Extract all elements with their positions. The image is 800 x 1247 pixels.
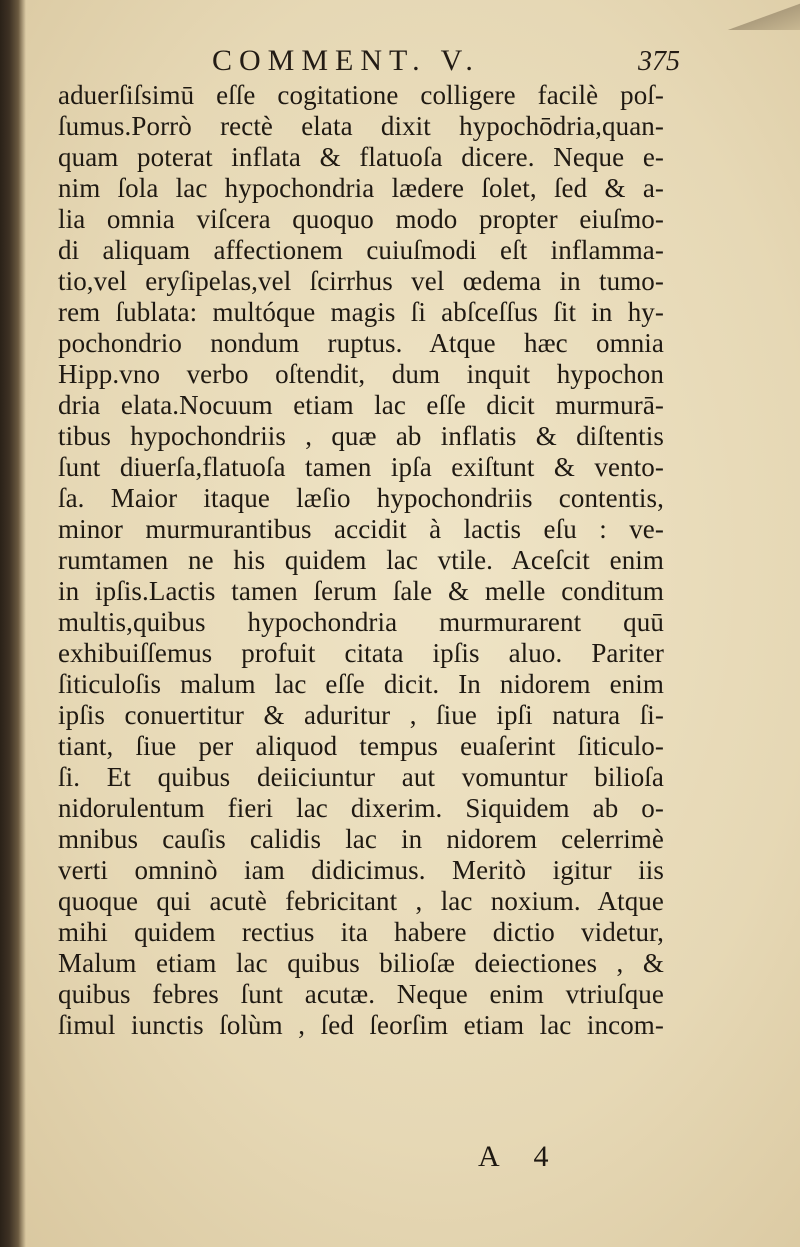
text-line: rumtamen ne his quidem lac vtile. Aceſcit enim: [58, 545, 664, 575]
text-line: ſimul iunctis ſolùm , ſed ſeorſim etiam lac incom-: [58, 1010, 664, 1040]
text-line: tiant, ſiue per aliquod tempus euaſerint ſiticulo-: [58, 731, 664, 761]
text-line: quoque qui acutè febricitant , lac noxium. Atque: [58, 886, 664, 916]
text-line: in ipſis.Lactis tamen ſerum ſale & melle conditum: [58, 576, 664, 606]
text-line: ſa. Maior itaque læſio hypochondriis contentis,: [58, 483, 664, 513]
text-line: nidorulentum fieri lac dixerim. Siquidem ab o-: [58, 793, 664, 823]
text-line: ſi. Et quibus deiiciuntur aut vomuntur bilioſa: [58, 762, 664, 792]
text-line: ſunt diuerſa,flatuoſa tamen ipſa exiſtunt & vento-: [58, 452, 664, 482]
text-line: mihi quidem rectius ita habere dictio videtur,: [58, 917, 664, 947]
text-line: ſiticuloſis malum lac eſſe dicit. In nidorem enim: [58, 669, 664, 699]
text-line: quam poterat inflata & flatuoſa dicere. Neque e-: [58, 142, 664, 172]
page-corner: [720, 0, 800, 30]
text-line: mnibus cauſis calidis lac in nidorem celerrimè: [58, 824, 664, 854]
text-line: di aliquam affectionem cuiuſmodi eſt inflamma-: [58, 235, 664, 265]
text-line: aduerſiſsimū eſſe cogitatione colligere facilè poſ-: [58, 80, 664, 110]
running-head: COMMENT. V.: [212, 44, 480, 77]
text-line: dria elata.Nocuum etiam lac eſſe dicit murmurā-: [58, 390, 664, 420]
text-line: lia omnia viſcera quoquo modo propter eiuſmo-: [58, 204, 664, 234]
signature-mark: A 4: [478, 1140, 563, 1173]
text-line: multis,quibus hypochondria murmurarent quū: [58, 607, 664, 637]
text-line: verti omninò iam didicimus. Meritò igitur iis: [58, 855, 664, 885]
page-number: 375: [638, 46, 680, 77]
text-line: quibus febres ſunt acutæ. Neque enim vtriuſque: [58, 979, 664, 1009]
text-line: rem ſublata: multóque magis ſi abſceſſus ſit in hy-: [58, 297, 664, 327]
text-line: exhibuiſſemus profuit citata ipſis aluo. Pariter: [58, 638, 664, 668]
page-gutter: [0, 0, 26, 1247]
text-line: nim ſola lac hypochondria lædere ſolet, ſed & a-: [58, 173, 664, 203]
text-line: ſumus.Porrò rectè elata dixit hypochōdria,quan-: [58, 111, 664, 141]
text-line: Hipp.vno verbo oſtendit, dum inquit hypochon: [58, 359, 664, 389]
text-line: pochondrio nondum ruptus. Atque hæc omnia: [58, 328, 664, 358]
text-line: tio,vel eryſipelas,vel ſcirrhus vel œdema in tumo-: [58, 266, 664, 296]
text-line: minor murmurantibus accidit à lactis eſu : ve-: [58, 514, 664, 544]
text-line: ipſis conuertitur & aduritur , ſiue ipſi natura ſi-: [58, 700, 664, 730]
text-line: tibus hypochondriis , quæ ab inflatis & diſtentis: [58, 421, 664, 451]
text-line: Malum etiam lac quibus bilioſæ deiectiones , &: [58, 948, 664, 978]
body-text: [58, 80, 664, 1041]
